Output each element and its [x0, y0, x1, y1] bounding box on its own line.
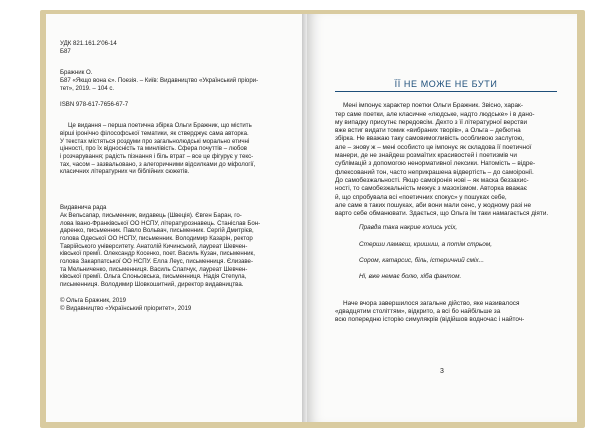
paragraph-line: Наче вчора завершилося загальне дійство, яке називалося — [343, 299, 520, 307]
board-line: Таврійського університету. Анатолій Кичинський, лауреат Шевчен- — [60, 242, 248, 250]
paragraph-line: До самобезжальності. Якщо самоіронія нові – як маска беззахис- — [335, 176, 529, 184]
board-line: ківської премії. Олександр Косенко, поет. Василь Кузан, письменник, — [60, 250, 255, 258]
paragraph-2 — [335, 300, 557, 325]
citation-line: Б87 «Якщо вона є». Поезія. – Київ: Видавництво «Український пріори- — [60, 77, 259, 85]
paragraph-line: вже встиг видати томик «вибраних творів», а Ольга – дебютна — [335, 127, 521, 135]
poem-line: Правда така накрие колись усіх, — [359, 224, 458, 232]
paragraph-1 — [335, 102, 557, 218]
paragraph-line: збірка. Не вважаю таку самовимогливість особливою заслугою, — [335, 135, 524, 143]
board-title: Видавнича рада — [60, 204, 107, 212]
left-page — [46, 14, 303, 422]
annotation — [60, 122, 290, 176]
chapter-title: ЇЇ НЕ МОЖЕ НЕ БУТИ — [335, 80, 557, 92]
board-line: голова Одеської ОО НСПУ, письменник. Володимир Казарін, ректор — [60, 234, 253, 242]
paragraph-line: сублімацій з допомогою ненормативної лексики. Натомість – відре- — [335, 160, 536, 168]
bbk-code: Б87 — [60, 47, 71, 55]
paragraph-line: тер саме поетки, але класичне «людське, надто людське» і в дано- — [335, 110, 535, 118]
isbn: ISBN 978-617-7656-67-7 — [60, 100, 129, 108]
open-book — [40, 10, 585, 428]
paragraph-line: Мені імпонує характер поетки Ольги Бражник. Звісно, харак- — [343, 102, 523, 110]
board-members — [60, 212, 290, 289]
paragraph-line: ності, то самобезжальність межує з мазохізмом. Авторка вважає — [335, 185, 527, 193]
author-line: Бражник О. — [60, 69, 93, 77]
annotation-line: тах, часом – зазвальовано, з алегоричними відсилками до міфології, — [60, 160, 256, 168]
copyright-line: © Ольга Бражник, 2019 — [60, 296, 126, 304]
paragraph-line: му випадку присутнє передовсім. Дехто з її літературної верстви — [335, 118, 528, 126]
paragraph-line: й, що спробувала всі «поетичних спокус» у пошуках себе, — [335, 193, 507, 201]
annotation-line: Це видання – перша поетична збірка Ольги Бражник, що містить — [68, 122, 252, 130]
paragraph-line: але – знову ж – мені особисто це імпонує як складова її поетичної — [335, 143, 532, 151]
board-line: голова Закарпатської ОО НСПУ. Елла Леус, письменниця. Єлизаве- — [60, 258, 253, 266]
annotation-line: вірші іронічно філософської тематики, як стверджує сама авторка. — [60, 129, 249, 137]
board-line: Ак Вельсапар, письменник, видавець (Швеція). Євген Баран, го- — [60, 211, 242, 219]
paragraph-line: манери, де не знайдеш розмаїтих красивостей і поетизмів чи — [335, 152, 517, 160]
citation-line: тет», 2019. – 104 с. — [60, 84, 115, 92]
annotation-line: цінності, про їх відносність та минлівість. Сфера почуттів – любов — [60, 145, 248, 153]
right-page — [307, 14, 577, 422]
paragraph-line: варто себе обманювати. Здається, що Ольга їм таки намагається діяти. — [335, 210, 549, 218]
board-line: письменниця. Володимир Шовкошитний, директор видавництва. — [60, 281, 244, 289]
poem-line: Сором, катарсис, біль, істеричний сміх... — [359, 257, 484, 265]
poem-quote — [335, 224, 557, 281]
annotation-line: У текстах містяться роздуми про загальнолюдські морально етичні — [60, 137, 250, 145]
board-line: даренко, письменник. Павло Вольвач, письменник. Сергій Дмитрієв, — [60, 227, 254, 235]
annotation-line: класичних літературних чи біблійних сюжетів. — [60, 168, 190, 176]
paragraph-line: флексований тон, часто неприкрашена відвертість – до самоіронії. — [335, 168, 534, 176]
board-line: лова Івано-Франківської ОО НСПУ, літературознавець. Станіслав Бон- — [60, 219, 261, 227]
page-number: 3 — [440, 367, 444, 375]
board-line: ківської премії. Ольга Слоньовська, письменниця. Надія Степула, — [60, 273, 247, 281]
poem-line: Ні, вже немає болю, хіба фантом. — [359, 273, 462, 281]
udk-code: УДК 821.161.2'06-14 — [60, 40, 117, 47]
paragraph-line: «двадцятим століттям», відкрито, а всі бо найбільше за — [335, 307, 501, 315]
poem-line: Стерши ламаєш, кришиш, а потім стрьом, — [359, 240, 493, 248]
annotation-line: і розчарування; радість пізнання і біль втрат – все це фігурує у текс- — [60, 153, 254, 161]
copyright-line: © Видавництво «Український пріоритет», 2019 — [60, 304, 192, 312]
paragraph-line: але саме в таких пошуках, аби вони мали сенс, у жодному разі не — [335, 201, 532, 209]
board-line: та Мельниченко, письменниця. Василь Слапчук, лауреат Шевчен- — [60, 265, 248, 273]
paragraph-line: всю попередню історію симулякрів (відійшов водночас і найточ- — [335, 316, 525, 324]
